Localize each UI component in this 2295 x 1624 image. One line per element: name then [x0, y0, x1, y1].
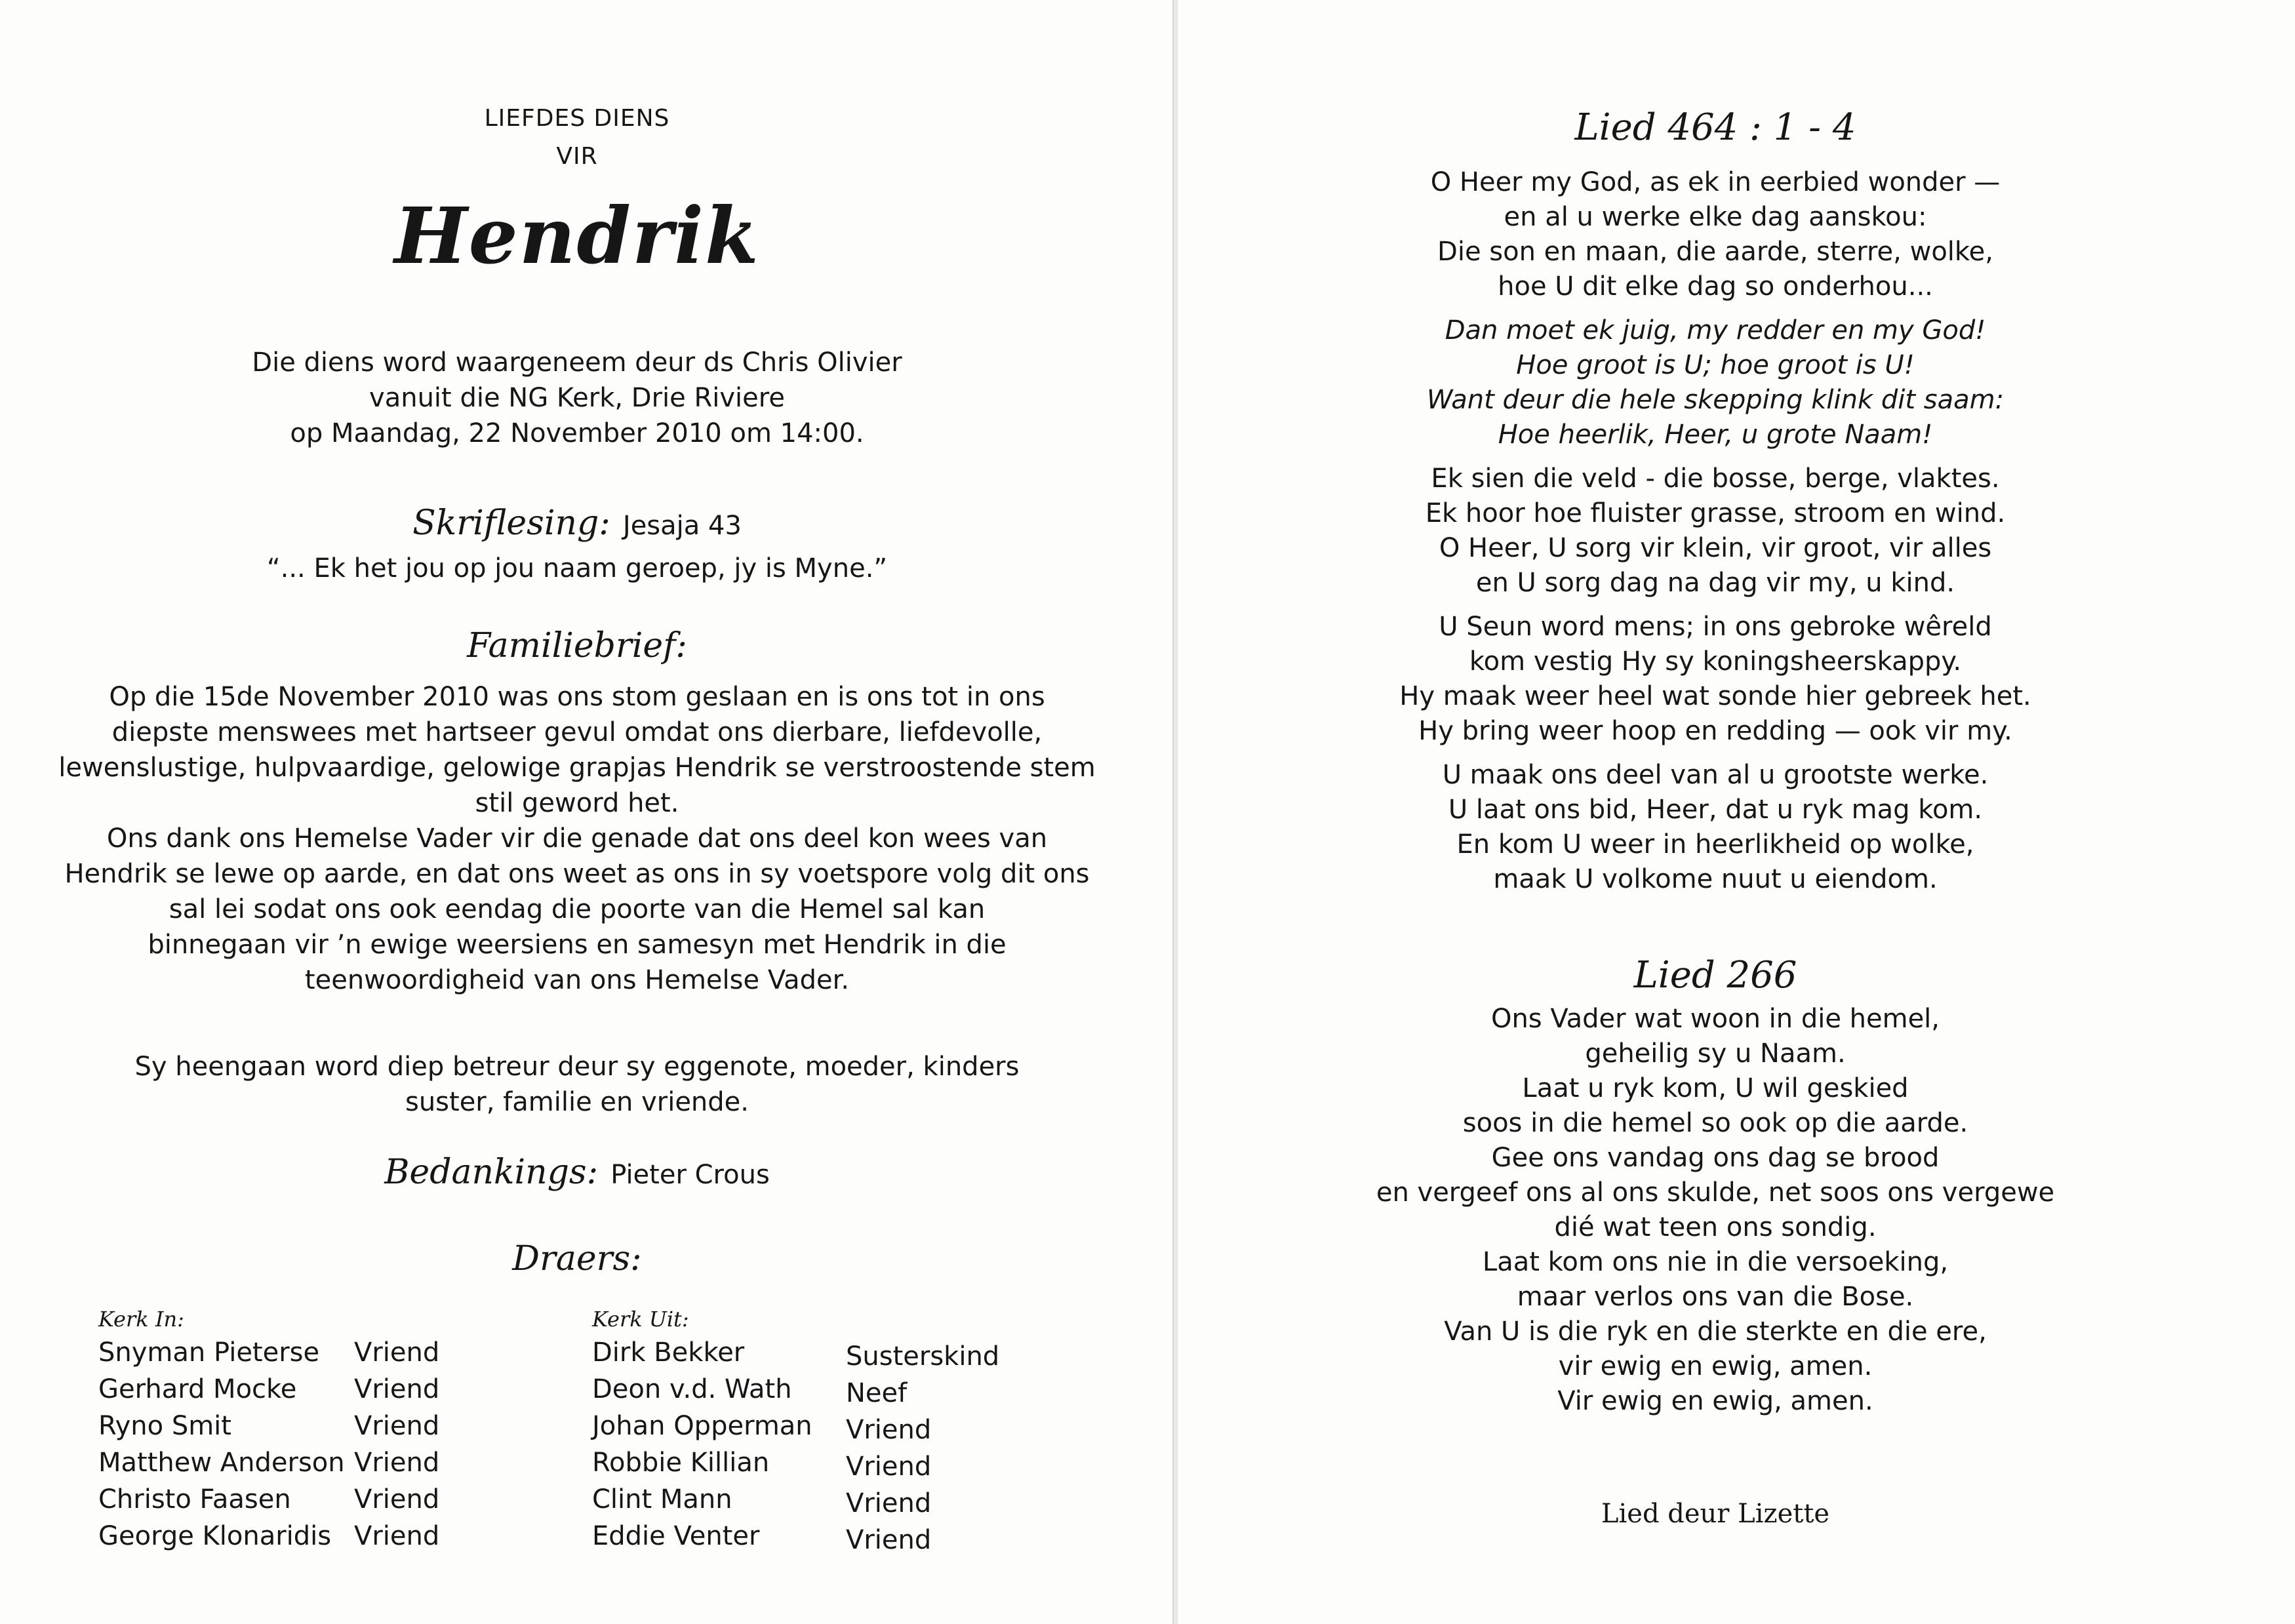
prayer-line: soos in die hemel so ook op die aarde. — [1462, 1108, 1968, 1138]
lied-464-stanza — [1178, 758, 2253, 897]
prayer-line: geheilig sy u Naam. — [1585, 1039, 1846, 1069]
skriflesing-heading — [0, 504, 1154, 543]
bearer-relation: Vriend — [354, 1411, 440, 1441]
prayer-line: dié wat teen ons sondig. — [1554, 1212, 1877, 1242]
bearer-name: George Klonaridis — [98, 1521, 332, 1551]
prayer-line: Laat kom ons nie in die versoeking, — [1482, 1247, 1949, 1277]
letter-line: teenwoordigheid van ons Hemelse Vader. — [304, 965, 850, 995]
prayer-line: en vergeef ons al ons skulde, net soos ons vergewe — [1376, 1178, 2055, 1208]
bearer-name: Christo Faasen — [98, 1484, 291, 1515]
bearer-relation: Vriend — [846, 1525, 932, 1555]
hymn-line: En kom U weer in heerlikheid op wolke, — [1456, 829, 1974, 860]
hymn-line: Die son en maan, die aarde, sterre, wolke, — [1437, 237, 1993, 267]
lied-464-refrain — [1178, 313, 2253, 452]
betreur-text — [0, 1049, 1154, 1120]
service-line: vanuit die NG Kerk, Drie Riviere — [369, 383, 785, 413]
letter-line: Hendrik se lewe op aarde, en dat ons weet as ons in sy voetspore volg dit ons — [64, 859, 1090, 889]
right-page — [1177, 0, 2295, 1624]
lied-464-stanza — [1178, 610, 2253, 749]
lied-464-title: Lied 464 : 1 - 4 — [1574, 106, 1856, 149]
bedankings-heading — [0, 1153, 1154, 1192]
hymn-line: Dan moet ek juig, my redder en my God! — [1445, 315, 1986, 346]
bearer-name: Clint Mann — [592, 1484, 732, 1515]
bearer-relation: Vriend — [846, 1452, 932, 1482]
familiebrief-heading: Familiebrief: — [467, 626, 687, 665]
bearer-name: Deon v.d. Wath — [592, 1374, 792, 1404]
bearer-name: Johan Opperman — [592, 1411, 812, 1441]
betreur-line: Sy heengaan word diep betreur deur sy eggenote, moeder, kinders — [134, 1052, 1020, 1082]
header-line-1: LIEFDES DIENS — [484, 105, 670, 132]
prayer-line: Van U is die ryk en die sterkte en die ere, — [1444, 1317, 1987, 1347]
skriflesing-quote: “... Ek het jou op jou naam geroep, jy is Myne.” — [266, 553, 888, 584]
bearer-relation: Vriend — [846, 1488, 932, 1518]
service-line: op Maandag, 22 November 2010 om 14:00. — [290, 418, 864, 448]
bearer-relation: Vriend — [354, 1484, 440, 1515]
bearer-name: Matthew Anderson — [98, 1448, 345, 1478]
song-credit: Lied deur Lizette — [1601, 1499, 1830, 1529]
bedankings-label: Bedankings: — [384, 1153, 599, 1192]
hymn-line: Want deur die hele skepping klink dit saam: — [1426, 385, 2005, 415]
hymn-line: Hy maak weer heel wat sonde hier gebreek het. — [1399, 681, 2031, 711]
bearer-name: Ryno Smit — [98, 1411, 231, 1441]
letter-line: binnegaan vir ’n ewige weersiens en samesyn met Hendrik in die — [148, 930, 1007, 960]
header-line-2: VIR — [556, 143, 598, 170]
bearer-name: Snyman Pieterse — [98, 1337, 320, 1368]
prayer-line: Gee ons vandag ons dag se brood — [1491, 1143, 1940, 1173]
hymn-line: kom vestig Hy sy koningsheerskappy. — [1469, 646, 1962, 677]
prayer-line: maar verlos ons van die Bose. — [1517, 1282, 1914, 1312]
deceased-name: Hendrik — [394, 190, 760, 281]
prayer-line: Ons Vader wat woon in die hemel, — [1490, 1004, 1940, 1034]
hymn-line: Hoe heerlik, Heer, u grote Naam! — [1498, 420, 1933, 450]
familiebrief-text — [0, 679, 1154, 998]
hymn-line: maak U volkome nuut u eiendom. — [1493, 864, 1938, 894]
service-line: Die diens word waargeneem deur ds Chris Olivier — [252, 347, 902, 378]
bearer-relation: Vriend — [354, 1521, 440, 1551]
hymn-line: U Seun word mens; in ons gebroke wêreld — [1439, 612, 1992, 642]
hymn-line: Hy bring weer hoop en redding — ook vir my. — [1418, 716, 2012, 746]
lied-266-title: Lied 266 — [1633, 954, 1797, 997]
lied-464-stanza — [1178, 165, 2253, 304]
letter-line: sal lei sodat ons ook eendag die poorte van die Hemel sal kan — [169, 894, 986, 924]
bearer-relation: Vriend — [354, 1337, 440, 1368]
lied-464-stanza — [1178, 462, 2253, 601]
bearer-name: Dirk Bekker — [592, 1337, 745, 1368]
hymn-line: Hoe groot is U; hoe groot is U! — [1516, 350, 1915, 380]
letter-line: lewenslustige, hulpvaardige, gelowige grapjas Hendrik se verstroostende stem — [58, 753, 1096, 783]
letter-line: Ons dank ons Hemelse Vader vir die genade dat ons deel kon wees van — [106, 823, 1048, 854]
kerk-in-label: Kerk In: — [98, 1307, 184, 1332]
skriflesing-label: Skriflesing: — [412, 504, 610, 543]
letter-line: diepste menswees met hartseer gevul omdat ons dierbare, liefdevolle, — [111, 717, 1043, 747]
draers-heading: Draers: — [512, 1239, 642, 1278]
bearer-name: Eddie Venter — [592, 1521, 760, 1551]
hymn-line: O Heer my God, as ek in eerbied wonder — — [1430, 167, 2001, 197]
lied-266-text — [1178, 1002, 2253, 1419]
hymn-line: Ek hoor hoe fluister grasse, stroom en wind. — [1425, 498, 2006, 528]
letter-line: stil geword het. — [475, 788, 679, 818]
bearer-relation: Susterskind — [846, 1341, 1000, 1372]
skriflesing-reference: Jesaja 43 — [622, 511, 742, 541]
hymn-line: en al u werke elke dag aanskou: — [1504, 202, 1927, 232]
hymn-line: O Heer, U sorg vir klein, vir groot, vir alles — [1439, 533, 1992, 563]
hymn-line: Ek sien die veld - die bosse, berge, vlaktes. — [1431, 464, 2000, 494]
bearer-relation: Vriend — [354, 1374, 440, 1404]
bearer-relation: Neef — [846, 1378, 908, 1408]
prayer-line: Vir ewig en ewig, amen. — [1557, 1386, 1873, 1416]
hymn-line: U maak ons deel van al u grootste werke. — [1442, 760, 1989, 790]
kerk-uit-label: Kerk Uit: — [592, 1307, 689, 1332]
hymn-line: hoe U dit elke dag so onderhou... — [1498, 271, 1933, 302]
bearer-relation: Vriend — [354, 1448, 440, 1478]
letter-line: Op die 15de November 2010 was ons stom geslaan en is ons tot in ons — [109, 682, 1045, 712]
bearer-relation: Vriend — [846, 1415, 932, 1445]
service-details — [0, 345, 1154, 451]
bearer-name: Gerhard Mocke — [98, 1374, 297, 1404]
hymn-line: en U sorg dag na dag vir my, u kind. — [1475, 568, 1955, 598]
bedankings-name: Pieter Crous — [610, 1160, 770, 1190]
hymn-line: U laat ons bid, Heer, dat u ryk mag kom. — [1448, 795, 1983, 825]
prayer-line: vir ewig en ewig, amen. — [1558, 1351, 1873, 1381]
prayer-line: Laat u ryk kom, U wil geskied — [1522, 1073, 1909, 1103]
bearer-name: Robbie Killian — [592, 1448, 770, 1478]
betreur-line: suster, familie en vriende. — [405, 1087, 749, 1117]
